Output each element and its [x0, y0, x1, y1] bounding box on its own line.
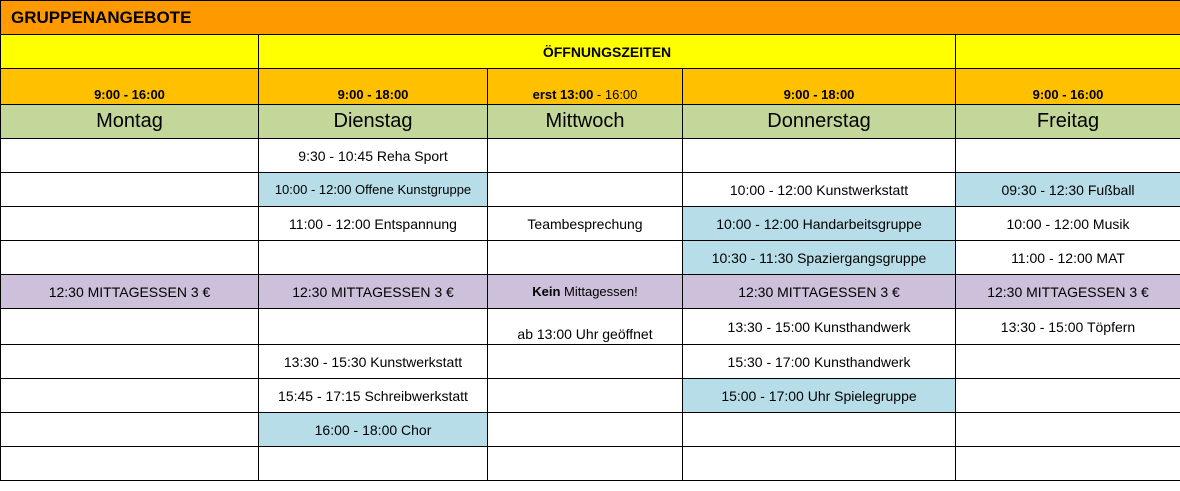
schedule-cell-montag	[1, 139, 259, 173]
schedule-cell-dienstag: 11:00 - 12:00 Entspannung	[259, 207, 488, 241]
schedule-row	[1, 447, 1180, 481]
schedule-cell-montag	[1, 379, 259, 413]
schedule-cell-donnerstag	[683, 447, 956, 481]
schedule-row	[1, 207, 1180, 241]
hours-mittwoch	[488, 69, 683, 105]
lunch-cell-dienstag: 12:30 MITTAGESSEN 3 €	[259, 275, 488, 309]
hours-dienstag-text: 9:00 - 18:00	[337, 87, 409, 102]
schedule-cell-donnerstag	[683, 413, 956, 447]
schedule-cell-dienstag: 13:30 - 15:30 Kunstwerkstatt	[259, 345, 488, 379]
schedule-cell-mittwoch	[488, 345, 683, 379]
opening-hours-header: ÖFFNUNGSZEITEN	[259, 35, 956, 69]
schedule-cell-freitag	[956, 413, 1180, 447]
lunch-cell-donnerstag: 12:30 MITTAGESSEN 3 €	[683, 275, 956, 309]
hours-row	[1, 69, 1180, 105]
schedule-cell-dienstag	[259, 447, 488, 481]
hours-montag-text: 9:00 - 16:00	[94, 87, 165, 102]
schedule-cell-mittwoch: Teambesprechung	[488, 207, 683, 241]
schedule-cell-mittwoch	[488, 447, 683, 481]
schedule-cell-dienstag: 9:30 - 10:45 Reha Sport	[259, 139, 488, 173]
weekday-header-row	[1, 105, 1180, 139]
schedule-cell-montag	[1, 413, 259, 447]
title-row	[1, 1, 1180, 35]
schedule-cell-donnerstag: 15:30 - 17:00 Kunsthandwerk	[683, 345, 956, 379]
schedule-row	[1, 309, 1180, 345]
day-header-donnerstag: Donnerstag	[683, 105, 956, 139]
schedule-row	[1, 139, 1180, 173]
hours-donnerstag-text: 9:00 - 18:00	[783, 87, 855, 102]
schedule-cell-freitag	[956, 139, 1180, 173]
schedule-cell-freitag: 13:30 - 15:00 Töpfern	[956, 309, 1180, 345]
day-header-freitag: Freitag	[956, 105, 1180, 139]
schedule-cell-donnerstag: 10:00 - 12:00 Handarbeitsgruppe	[683, 207, 956, 241]
lunch-cell-freitag: 12:30 MITTAGESSEN 3 €	[956, 275, 1180, 309]
schedule-cell-dienstag: 16:00 - 18:00 Chor	[259, 413, 488, 447]
no-lunch-rest: Mittagessen!	[560, 284, 638, 299]
schedule-cell-freitag: 10:00 - 12:00 Musik	[956, 207, 1180, 241]
schedule-cell-freitag: 11:00 - 12:00 MAT	[956, 241, 1180, 275]
hours-mittwoch-rest: - 16:00	[593, 87, 638, 102]
sheet-title: GRUPPENANGEBOTE	[1, 1, 1180, 35]
schedule-cell-dienstag	[259, 309, 488, 345]
schedule-cell-dienstag	[259, 241, 488, 275]
schedule-cell-montag	[1, 207, 259, 241]
schedule-cell-donnerstag	[683, 139, 956, 173]
schedule-row	[1, 379, 1180, 413]
schedule-cell-montag	[1, 345, 259, 379]
opening-hours-header-row	[1, 35, 1180, 69]
schedule-row	[1, 241, 1180, 275]
schedule-cell-mittwoch	[488, 173, 683, 207]
schedule-cell-dienstag: 15:45 - 17:15 Schreibwerkstatt	[259, 379, 488, 413]
schedule-cell-donnerstag: 13:30 - 15:00 Kunsthandwerk	[683, 309, 956, 345]
schedule-cell-dienstag: 10:00 - 12:00 Offene Kunstgruppe	[259, 173, 488, 207]
hours-montag	[1, 69, 259, 105]
schedule-cell-freitag	[956, 447, 1180, 481]
opening-header-empty-cell	[1, 35, 259, 69]
hours-donnerstag	[683, 69, 956, 105]
schedule-cell-freitag	[956, 379, 1180, 413]
schedule-row	[1, 413, 1180, 447]
schedule-cell-montag	[1, 241, 259, 275]
no-lunch-bold: Kein	[532, 284, 561, 299]
hours-freitag-text: 9:00 - 16:00	[1032, 87, 1104, 102]
day-header-mittwoch: Mittwoch	[488, 105, 683, 139]
schedule-cell-freitag	[956, 345, 1180, 379]
lunch-row	[1, 275, 1180, 309]
lunch-cell-montag: 12:30 MITTAGESSEN 3 €	[1, 275, 259, 309]
hours-dienstag	[259, 69, 488, 105]
schedule-cell-donnerstag: 10:30 - 11:30 Spaziergangsgruppe	[683, 241, 956, 275]
schedule-cell-donnerstag: 10:00 - 12:00 Kunstwerkstatt	[683, 173, 956, 207]
hours-mittwoch-bold: erst 13:00	[532, 87, 594, 102]
day-header-dienstag: Dienstag	[259, 105, 488, 139]
schedule-cell-montag	[1, 173, 259, 207]
schedule-cell-donnerstag: 15:00 - 17:00 Uhr Spielegruppe	[683, 379, 956, 413]
schedule-row	[1, 345, 1180, 379]
hours-freitag	[956, 69, 1180, 105]
schedule-cell-mittwoch	[488, 139, 683, 173]
schedule-row	[1, 173, 1180, 207]
schedule-cell-mittwoch	[488, 379, 683, 413]
schedule-cell-freitag: 09:30 - 12:30 Fußball	[956, 173, 1180, 207]
schedule-cell-mittwoch: ab 13:00 Uhr geöffnet	[488, 309, 683, 345]
day-header-montag: Montag	[1, 105, 259, 139]
opening-header-empty-cell	[956, 35, 1180, 69]
schedule-cell-montag	[1, 447, 259, 481]
schedule-cell-mittwoch	[488, 241, 683, 275]
schedule-cell-montag	[1, 309, 259, 345]
schedule-cell-mittwoch	[488, 413, 683, 447]
lunch-cell-mittwoch	[488, 275, 683, 309]
